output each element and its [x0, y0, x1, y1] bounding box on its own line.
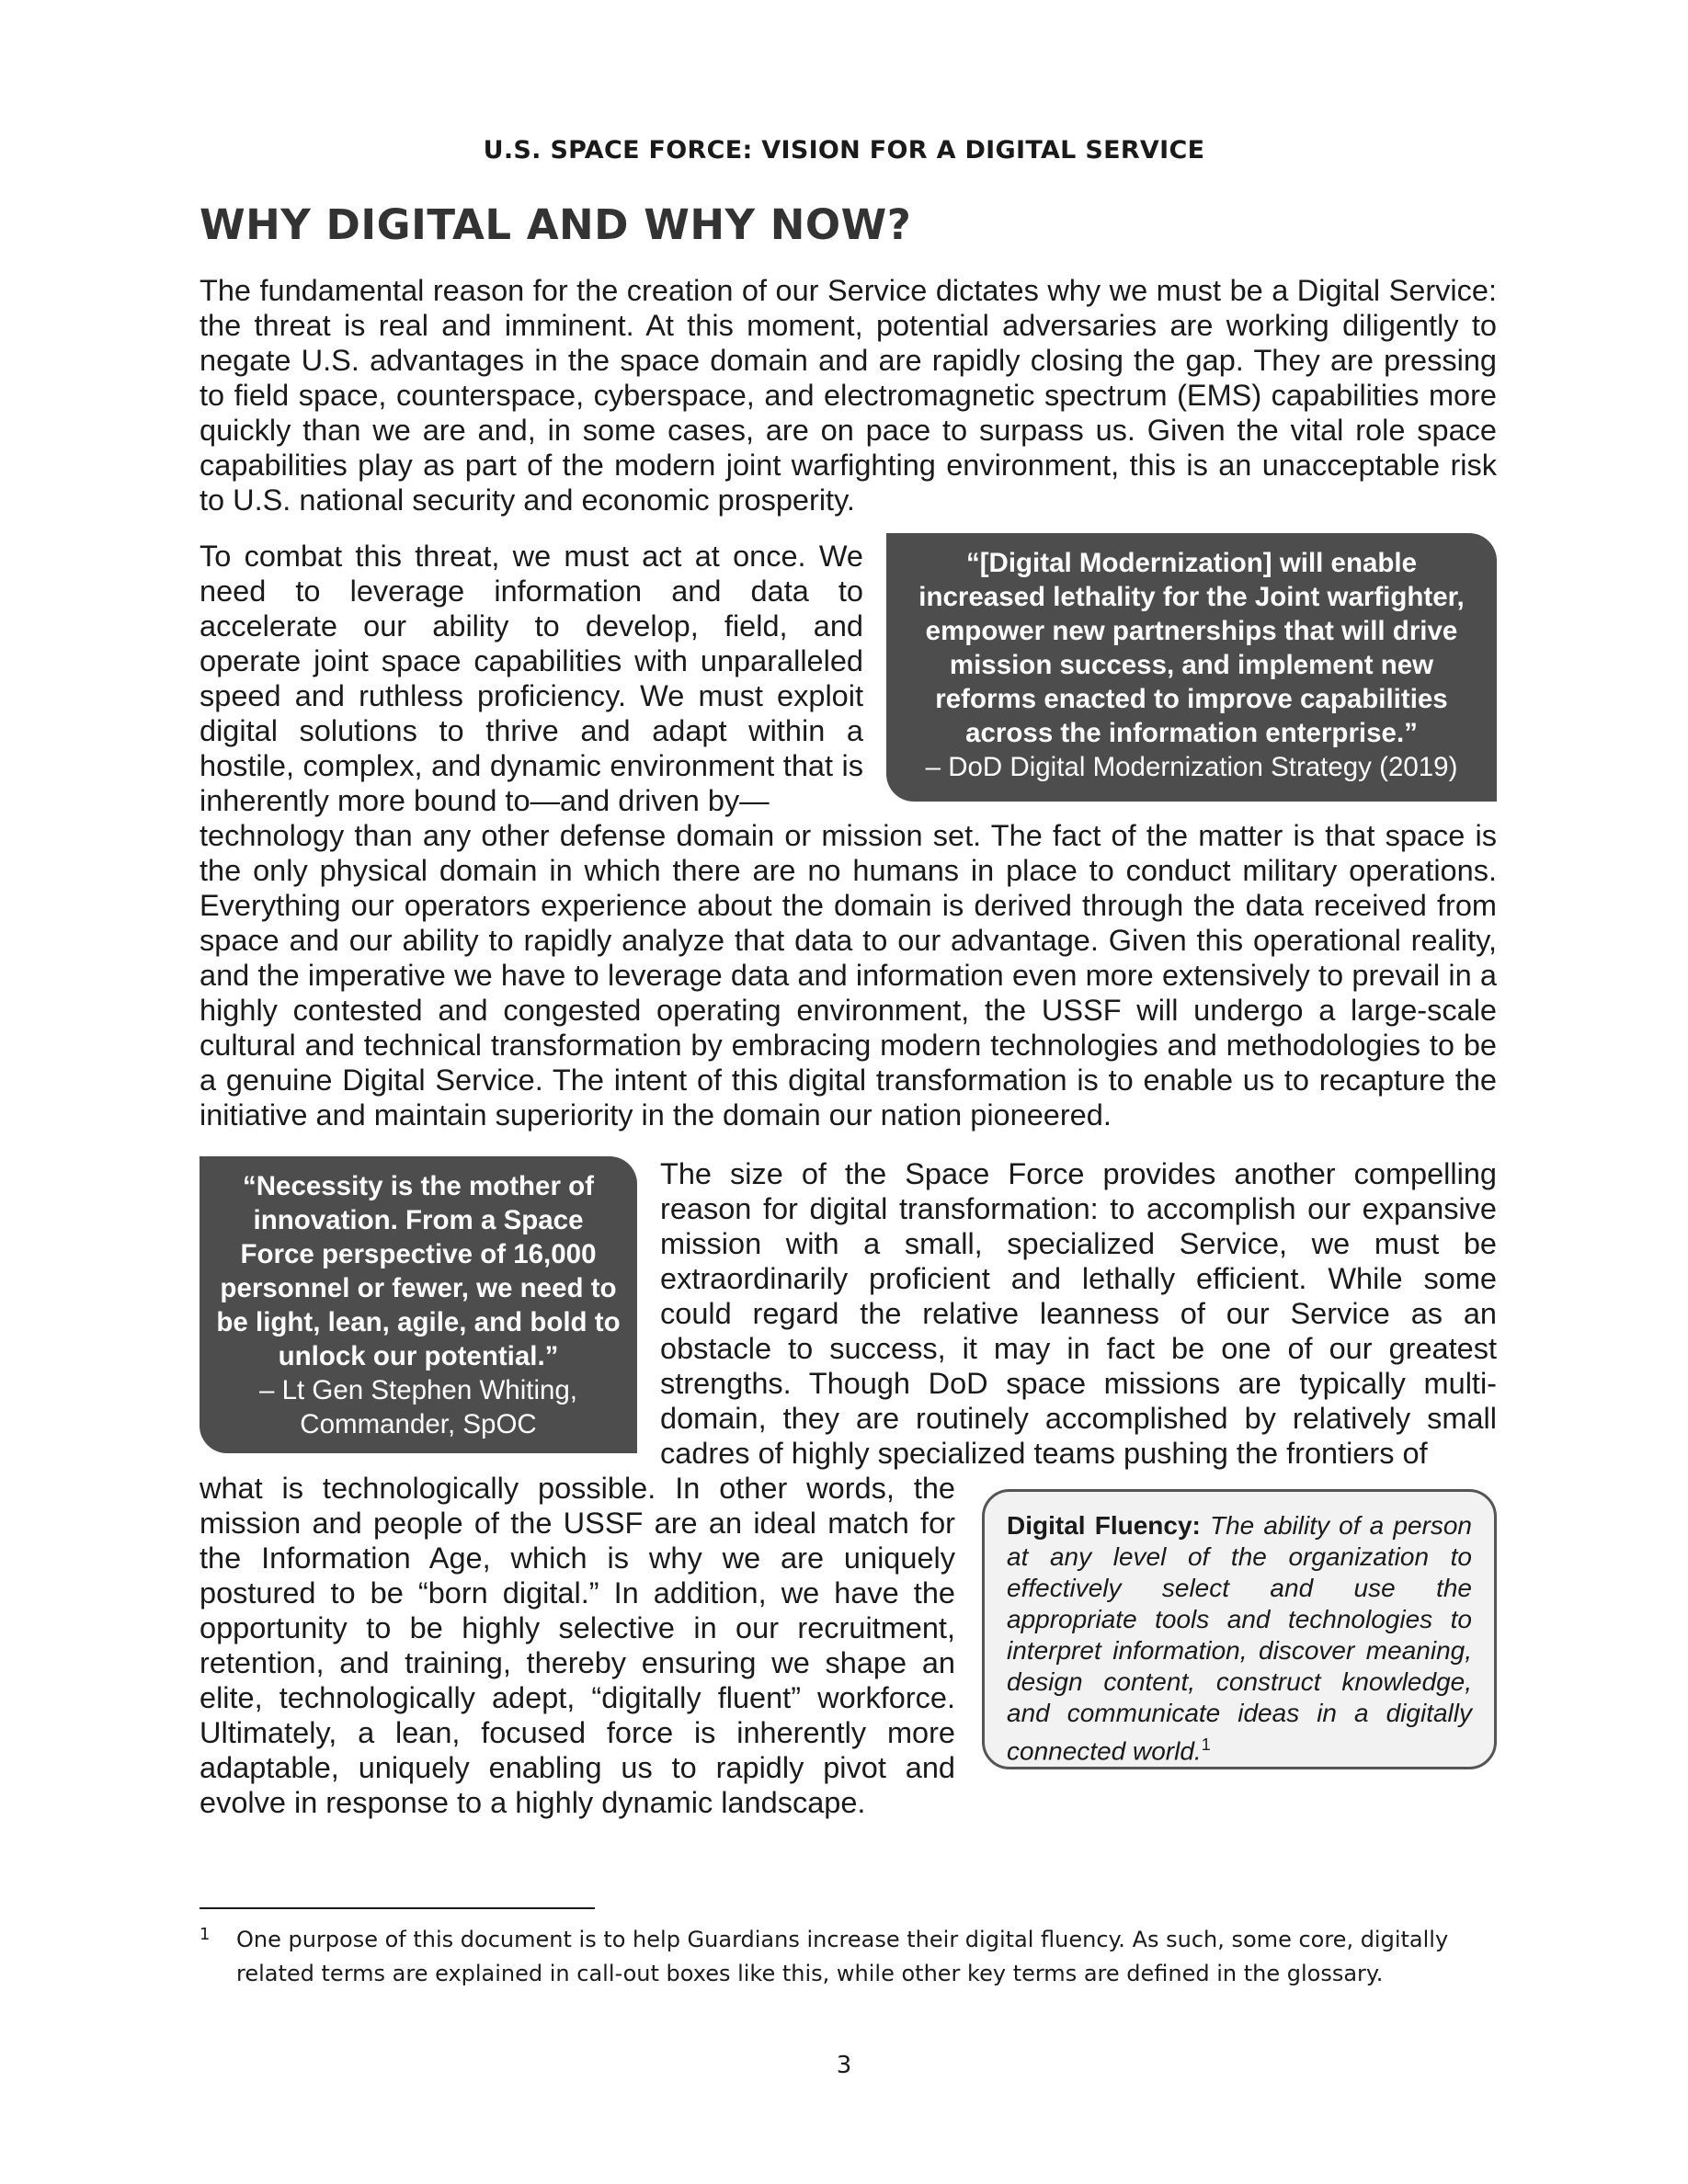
page-number: 3 — [836, 2052, 852, 2079]
pull-quote-attribution: – Lt Gen Stephen Whiting, Commander, SpOC — [258, 1375, 578, 1439]
footnote-reference[interactable]: 1 — [1201, 1735, 1211, 1754]
pull-quote-text: “[Digital Modernization] will enable increased lethality for the Joint warfighter, empower new partnerships that will drive mission success, and implement new reforms enacted to improve capabilities across the information enterprise.” — [918, 548, 1465, 748]
footnote — [200, 1923, 1497, 1991]
paragraph-combat-threat-end: technology than any other defense domain or mission set. The fact of the matter is that space is the only physical domain in which there are no humans in place to conduct military operations. Everything our operators experience about the domain is derived through the data received from space and our ability to rapidly analyze that data to our advantage. Given this operational reality, and the imperative we have to leverage data and information even more extensively to prevail in a highly contested and congested operating environment, the USSF will undergo a large-scale cultural and technical transformation by embracing modern technologies and methodologies to be a genuine Digital Service. The intent of this digital transformation is to enable us to recapture the initiative and maintain superiority in the domain our nation pioneered. — [200, 819, 1497, 1132]
footnote-mark: 1 — [200, 1925, 211, 1944]
pull-quote-attribution: – DoD Digital Modernization Strategy (2019) — [925, 752, 1458, 782]
paragraph-threat: The fundamental reason for the creation of our Service dictates why we must be a Digital Service: the threat is real and imminent. At this moment, potential adversaries are working diligently to negate U.S. advantages in the space domain and are rapidly closing the gap. They are pressing to field space, counterspace, cyberspace, and electromagnetic spectrum (EMS) capabilities more quickly than we are and, in some cases, are on pace to surpass us. Given the vital role space capabilities play as part of the modern joint warfighting environment, this is an unacceptable risk to U.S. national security and economic prosperity. — [200, 274, 1497, 517]
footnote-divider — [200, 1907, 595, 1909]
running-header: U.S. SPACE FORCE: VISION FOR A DIGITAL SERVICE — [483, 136, 1205, 165]
pull-quote-text: “Necessity is the mother of innovation. From a Space Force perspective of 16,000 personnel or fewer, we need to be light, lean, agile, and bold to unlock our potential.” — [216, 1171, 621, 1371]
pull-quote-necessity — [200, 1156, 637, 1453]
footnote-text: One purpose of this document is to help Guardians increase their digital fluency. As such, some core, digitally related terms are explained in call-out boxes like this, while other key terms are defined in the glossary. — [236, 1927, 1449, 1986]
paragraph-size-start: The size of the Space Force provides another compelling reason for digital transformation: to accomplish our expansive mission with a small, specialized Service, we must be extraordinarily proficient and lethally efficient. While some could regard the relative leanness of our Service as an obstacle to success, it may in fact be one of our greatest strengths. Though DoD space missions are typically multi-domain, they are routinely accomplished by relatively small cadres of highly specialized teams pushing the frontiers of — [660, 1157, 1497, 1470]
section-title: WHY DIGITAL AND WHY NOW? — [200, 200, 912, 249]
definition-callout-digital-fluency — [982, 1489, 1497, 1769]
paragraph-size-end: what is technologically possible. In other words, the mission and people of the USSF are an ideal match for the Information Age, which is why we are uniquely postured to be “born digital.” In addition, we have the opportunity to be highly selective in our recruitment, retention, and training, thereby ensuring we shape an elite, technologically adept, “digitally fluent” workforce. Ultimately, a lean, focused force is inherently more adaptable, uniquely enabling us to rapidly pivot and evolve in response to a highly dynamic landscape. — [200, 1472, 955, 1819]
definition-text: The ability of a person at any level of the organization to effectively select and use the appropriate tools and technologies to interpret information, discover meaning, design content, construct knowledge, and communicate ideas in a digitally connected world. — [1007, 1511, 1472, 1766]
definition-term: Digital Fluency: — [1007, 1511, 1201, 1540]
paragraph-combat-threat-start: To combat this threat, we must act at once. We need to leverage information and data to accelerate our ability to develop, field, and operate joint space capabilities with unparalleled speed and ruthless proficiency. We must exploit digital solutions to thrive and adapt within a hostile, complex, and dynamic environment that is inherently more bound to—and driven by— — [200, 540, 863, 817]
pull-quote-digital-modernization — [886, 533, 1497, 802]
